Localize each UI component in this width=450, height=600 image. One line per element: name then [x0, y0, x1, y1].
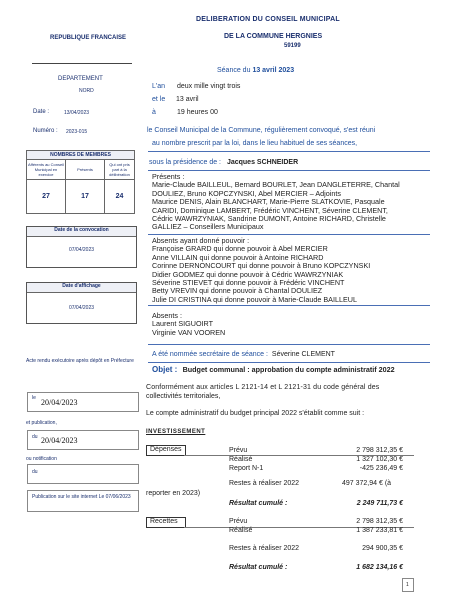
investissement-title: INVESTISSEMENT: [146, 429, 206, 435]
seance-prefix: Séance du: [217, 67, 251, 74]
recettes-cumule-label: Résultat cumulé :: [229, 564, 288, 571]
publication-text: et publication,: [26, 420, 57, 426]
secretaire-line: [152, 351, 335, 358]
seance-line: [217, 67, 294, 74]
le-date-box: [27, 392, 139, 412]
body-para-1b: collectivités territoriales,: [146, 393, 221, 400]
presents-title: Présents :: [152, 172, 185, 181]
members-title: NOMBRES DE MEMBRES: [27, 151, 135, 160]
members-table: [26, 150, 135, 214]
members-header-exercice: Afférents au Conseil Municipal en exercice: [27, 160, 66, 180]
absents-pouvoir-section: [152, 237, 370, 304]
republic-label: REPUBLIQUE FRANCAISE: [50, 35, 127, 41]
recettes-label: Recettes: [150, 518, 178, 525]
a-value: 19 heures 00: [177, 109, 218, 116]
department-label: DEPARTEMENT: [58, 76, 103, 82]
prefecture-text: Acte rendu exécutoire après dépôt en Préfecture: [26, 358, 134, 364]
department-value: NORD: [79, 88, 94, 94]
date-label: Date :: [33, 109, 50, 115]
depenses-label: Dépenses: [150, 446, 182, 453]
seance-date: 13 avril 2023: [252, 67, 295, 74]
session-line-2: au nombre prescrit par la loi, dans le lieu habituel de ses séances,: [152, 140, 358, 147]
report-label: Report N-1: [229, 465, 264, 472]
recettes-prevu-label: Prévu: [229, 518, 248, 525]
affichage-box: [26, 282, 137, 324]
restes-label: Restes à réaliser 2022: [229, 480, 300, 487]
du2-label: du: [32, 469, 38, 475]
absents-section: [152, 312, 225, 337]
presidence-label: sous la présidence de :: [149, 159, 221, 166]
proxy-line: Anne VILLAIN qui donne pouvoir à Antoine RICHARD: [152, 252, 324, 262]
members-value-exercice: 27: [27, 180, 66, 214]
notification-text: ou notification: [26, 456, 57, 462]
publication-site-box: [27, 490, 139, 512]
body-para-2: Le compte administratif du budget principal 2022 s'établit comme suit :: [146, 410, 365, 417]
du-label: du: [32, 434, 38, 440]
secretaire-label: A été nommée secrétaire de séance :: [152, 351, 268, 358]
proxy-line: Betty VREVIN qui donne pouvoir à Chantal DOULIEZ: [152, 286, 323, 296]
affichage-value: 07/04/2023: [68, 305, 95, 311]
commune-code: 59199: [284, 43, 301, 49]
recettes-realise-value: 1 387 233,81 €: [356, 527, 403, 534]
absents-pouvoir-rule: [148, 305, 430, 306]
absents-rule: [148, 344, 430, 345]
presents-line: Cédric WAWRZYNIAK, Sandrine DUMONT, Antoine RICHARD, Christelle: [152, 214, 386, 224]
restes-continuation: reporter en 2023): [146, 490, 201, 497]
prevu-value: 2 798 312,35 €: [356, 447, 403, 454]
report-value: -425 236,49 €: [359, 465, 403, 472]
le-date-value: 20/04/2023: [41, 398, 78, 407]
proxy-line: Françoise GRARD qui donne pouvoir à Abel MERCIER: [152, 244, 328, 254]
numero-value: 2023-015: [66, 129, 88, 135]
prevu-label: Prévu: [229, 447, 248, 454]
cumule-label: Résultat cumulé :: [229, 500, 288, 507]
document-title: DELIBERATION DU CONSEIL MUNICIPAL: [196, 16, 340, 23]
recettes-tab: [146, 517, 186, 528]
members-header-votants: Qui ont pris part à la délibération: [105, 160, 135, 180]
cumule-value: 2 249 711,73 €: [356, 500, 403, 507]
depenses-tab: [146, 445, 186, 456]
restes-value: 497 372,94 € (à: [342, 480, 392, 487]
presidence-name: Jacques SCHNEIDER: [226, 159, 299, 166]
members-value-presents: 17: [66, 180, 105, 214]
le-label: le: [32, 395, 36, 401]
du-date-box: [27, 430, 139, 450]
affichage-title: Date d'affichage: [27, 283, 136, 293]
recettes-restes-label: Restes à réaliser 2022: [229, 545, 300, 552]
page-number-box: [402, 578, 414, 592]
secretaire-rule: [148, 362, 430, 363]
recettes-prevu-value: 2 798 312,35 €: [356, 518, 403, 525]
lan-value: deux mille vingt trois: [177, 83, 241, 90]
presents-rule: [148, 234, 430, 235]
presents-line: DOULIEZ, Bruno KOPCZYNSKI, Abel MERCIER – Adjoints: [152, 188, 341, 198]
absents-title: Absents :: [152, 311, 182, 320]
objet-line: [152, 365, 395, 374]
proxy-line: Corinne DERNONCOURT qui donne pouvoir à Bruno KOPCZYNSKI: [152, 261, 371, 271]
absent-line: Laurent SIGUOIRT: [152, 319, 213, 329]
recettes-cumule-value: 1 682 134,16 €: [356, 564, 403, 571]
realise-label: Réalisé: [229, 456, 253, 463]
absent-line: Virginie VAN VOOREN: [152, 327, 226, 337]
numero-label: Numéro :: [33, 128, 58, 134]
convocation-title: Date de la convocation: [27, 227, 136, 237]
objet-text: Budget communal : approbation du compte administratif 2022: [182, 365, 395, 374]
absents-pouvoir-title: Absents ayant donné pouvoir :: [152, 236, 250, 245]
presidence-rule: [148, 170, 430, 171]
page-number: 1: [406, 582, 409, 588]
members-value-votants: 24: [105, 180, 135, 214]
realise-value: 1 327 102,30 €: [356, 456, 403, 463]
session-rule: [148, 151, 430, 152]
presidence-line: [149, 159, 298, 166]
presents-section: [152, 173, 430, 232]
proxy-line: Julie DI CRISTINA qui donne pouvoir à Marie-Claude BAILLEUL: [152, 294, 357, 304]
presents-line: CARIDI, Dominique LAMBERT, Frédéric VINCHENT, Séverine CLEMENT,: [152, 205, 388, 215]
convocation-value: 07/04/2023: [68, 247, 95, 253]
proxy-line: Didier GODMEZ qui donne pouvoir à Cédric WAWRZYNIAK: [152, 269, 344, 279]
objet-label: Objet :: [152, 365, 178, 374]
date-value: 13/04/2023: [64, 110, 90, 116]
lan-label: L'an: [152, 83, 166, 90]
secretaire-name: Séverine CLEMENT: [271, 351, 335, 358]
recettes-realise-label: Réalisé: [229, 527, 253, 534]
presents-line: Maurice DENIS, Alain BLANCHART, Marie-Pierre SLATKOVIE, Pasquale: [152, 197, 385, 207]
header-divider: [32, 63, 132, 64]
commune-name: DE LA COMMUNE HERGNIES: [224, 33, 323, 40]
recettes-restes-value: 294 900,35 €: [362, 545, 403, 552]
du2-date-box: [27, 464, 139, 484]
members-header-presents: Présents: [66, 160, 105, 180]
du-date-value: 20/04/2023: [41, 436, 78, 445]
session-line-1: le Conseil Municipal de la Commune, régulièrement convoqué, s'est réuni: [147, 127, 376, 134]
presents-line: Marie-Claude BAILLEUL, Bernard BOURLET, Jean DANGLETERRE, Chantal: [152, 180, 400, 190]
proxy-line: Séverine STIEVET qui donne pouvoir à Frédéric VINCHENT: [152, 278, 345, 288]
publication-site-text: Publication sur le site internet Le 07/06/2023: [32, 494, 131, 500]
presents-line: GALLIEZ – Conseillers Municipaux: [152, 222, 264, 232]
etle-label: et le: [152, 96, 166, 103]
convocation-box: [26, 226, 137, 268]
etle-value: 13 avril: [176, 96, 199, 103]
a-label: à: [152, 109, 156, 116]
body-para-1a: Conformément aux articles L 2121-14 et L 2121-31 du code général des: [146, 384, 380, 391]
